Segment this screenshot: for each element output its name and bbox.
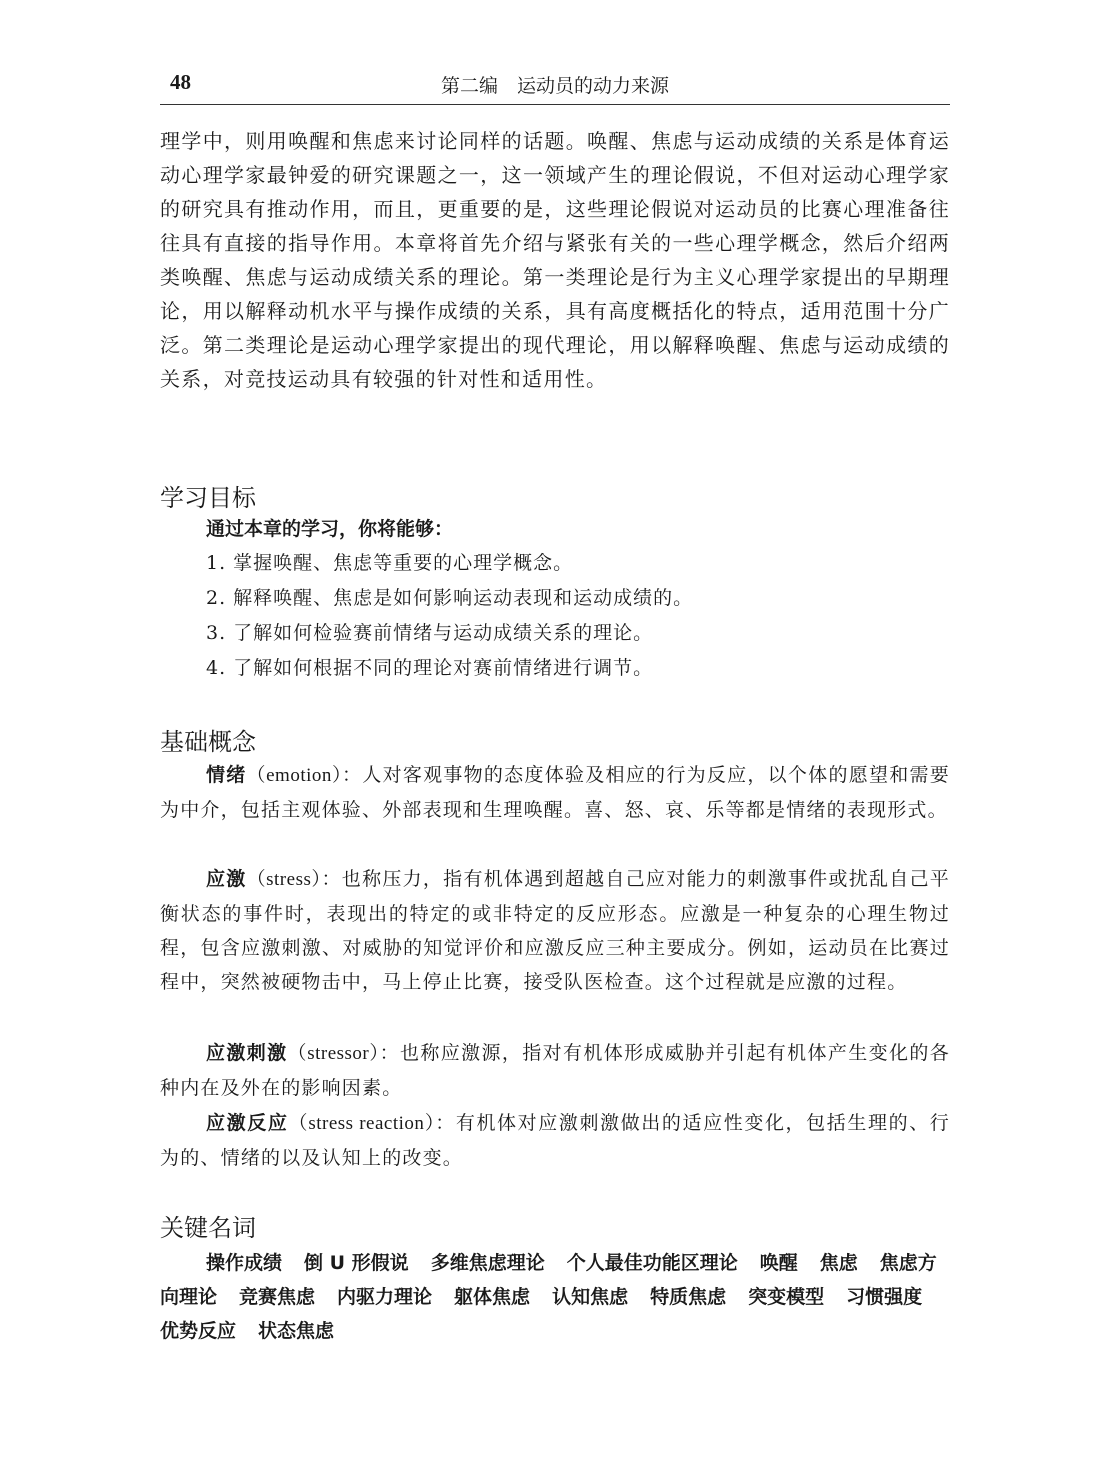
keyword-item: 突变模型 bbox=[748, 1286, 825, 1308]
definition-text: ：也称压力，指有机体遇到超越自己应对能力的刺激事件或扰乱自己平衡状态的事件时，表现出的特定的或非特定的反应形态。应激是一种复杂的心理生物过程，包含应激刺激、对威胁的知觉评价和应激反应三种主要成分。例如，运动员在比赛过程中，突然被硬物击中，马上停止比赛，接受队医检查。这个过程就是应激的过程。 bbox=[160, 868, 950, 993]
definition-term: 应激刺激 bbox=[206, 1042, 288, 1064]
keyword-item: 唤醒 bbox=[759, 1252, 798, 1274]
keyword-item: 习惯强度 bbox=[846, 1286, 923, 1308]
keyword-item: 倒 U 形假说 bbox=[304, 1252, 409, 1274]
objective-item: 2. 解释唤醒、焦虑是如何影响运动表现和运动成绩的。 bbox=[206, 587, 694, 609]
definition-text: ：有机体对应激刺激做出的适应性变化，包括生理的、行为的、情绪的以及认知上的改变。 bbox=[160, 1112, 950, 1169]
objective-item: 1. 掌握唤醒、焦虑等重要的心理学概念。 bbox=[206, 552, 574, 574]
definition-term: 应激反应 bbox=[206, 1112, 289, 1134]
definition-stress-reaction bbox=[160, 1106, 950, 1175]
definition-english: （stress） bbox=[246, 869, 322, 890]
keyword-item: 认知焦虑 bbox=[552, 1286, 629, 1308]
definition-stress bbox=[160, 862, 950, 999]
definition-english: （emotion） bbox=[246, 765, 343, 786]
keyword-item: 焦虑 bbox=[819, 1252, 858, 1274]
keyword-item: 焦虑方向理论 bbox=[160, 1252, 937, 1308]
keyword-item: 竞赛焦虑 bbox=[239, 1286, 316, 1308]
objectives-lead: 通过本章的学习，你将能够： bbox=[206, 518, 454, 540]
keyword-item: 内驱力理论 bbox=[337, 1286, 433, 1308]
keywords-title: 关键名词 bbox=[160, 1214, 256, 1242]
keyword-item: 躯体焦虑 bbox=[454, 1286, 531, 1308]
objective-item: 3. 了解如何检验赛前情绪与运动成绩关系的理论。 bbox=[206, 622, 654, 644]
definition-text: ：也称应激源，指对有机体形成威胁并引起有机体产生变化的各种内在及外在的影响因素。 bbox=[160, 1042, 950, 1099]
definition-term: 情绪 bbox=[206, 764, 247, 786]
intro-paragraph: 理学中，则用唤醒和焦虑来讨论同样的话题。唤醒、焦虑与运动成绩的关系是体育运动心理学家最钟爱的研究课题之一，这一领域产生的理论假说，不但对运动心理学家的研究具有推动作用，而且，更重要的是，这些理论假说对运动员的比赛心理准备往往具有直接的指导作用。本章将首先介绍与紧张有关的一些心理学概念，然后介绍两类唤醒、焦虑与运动成绩关系的理论。第一类理论是行为主义心理学家提出的早期理论，用以解释动机水平与操作成绩的关系，具有高度概括化的特点，适用范围十分广泛。第二类理论是运动心理学家提出的现代理论，用以解释唤醒、焦虑与运动成绩的关系，对竞技运动具有较强的针对性和适用性。 bbox=[160, 129, 950, 391]
objectives-title: 学习目标 bbox=[160, 484, 256, 512]
keyword-item: 多维焦虑理论 bbox=[430, 1252, 545, 1274]
keyword-item: 操作成绩 bbox=[206, 1252, 283, 1274]
running-title: 第二编 运动员的动力来源 bbox=[440, 75, 669, 97]
keyword-item: 个人最佳功能区理论 bbox=[566, 1252, 738, 1274]
definition-term: 应激 bbox=[206, 868, 247, 890]
objective-item: 4. 了解如何根据不同的理论对赛前情绪进行调节。 bbox=[206, 657, 654, 679]
keyword-item: 特质焦虑 bbox=[650, 1286, 727, 1308]
concepts-title: 基础概念 bbox=[160, 728, 256, 756]
page-header bbox=[160, 64, 950, 105]
keyword-item: 状态焦虑 bbox=[258, 1320, 335, 1342]
keywords-list bbox=[160, 1246, 950, 1348]
definition-text: ：人对客观事物的态度体验及相应的行为反应，以个体的愿望和需要为中介，包括主观体验、外部表现和生理唤醒。喜、怒、哀、乐等都是情绪的表现形式。 bbox=[160, 764, 950, 821]
definition-english: （stress reaction） bbox=[288, 1113, 436, 1134]
definition-stressor bbox=[160, 1036, 950, 1105]
definition-emotion bbox=[160, 758, 950, 827]
definition-english: （stressor） bbox=[287, 1043, 380, 1064]
page-number: 48 bbox=[170, 70, 191, 94]
keyword-item: 优势反应 bbox=[160, 1320, 237, 1342]
objectives-list bbox=[206, 546, 693, 686]
